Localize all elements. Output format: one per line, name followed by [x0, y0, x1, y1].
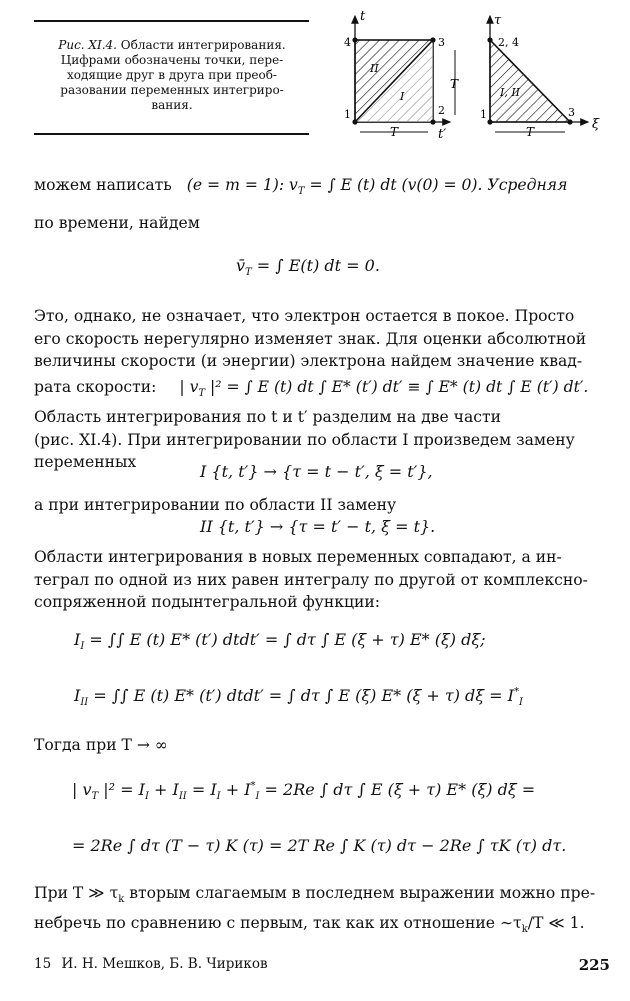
- para-2-last-line: [34, 378, 588, 399]
- text-run: небречь по сравнению с первым, так как их отношение ∼τ: [34, 913, 522, 932]
- region-label: I: [400, 90, 405, 103]
- text-line: [34, 912, 610, 942]
- left-axis-y-label: t: [360, 10, 366, 24]
- caption-line: разовании переменных интегриро-: [60, 83, 284, 97]
- equation-vt-mean: [236, 256, 380, 278]
- figure-caption: [38, 38, 306, 113]
- text-line: Область интегрирования по t и t′ разделим на две части: [34, 408, 502, 426]
- inline-equation: [186, 176, 568, 198]
- eq-sub: T: [91, 791, 99, 803]
- eq-part: = I: [186, 780, 217, 799]
- text-line: сопряженной подынтегральной функции:: [34, 593, 381, 611]
- equation-I-I: [74, 630, 486, 652]
- text-run: При T ≫ τ: [34, 884, 119, 902]
- text-line: Это, однако, не означает, что электрон остается в покое. Просто: [34, 307, 575, 325]
- text-line: теграл по одной из них равен интегралу по другой от комплексно-: [34, 570, 588, 589]
- dimension-label: T: [450, 77, 459, 91]
- inline-equation: [179, 378, 589, 400]
- text-line: [34, 882, 610, 912]
- eq-part: I: [74, 686, 81, 705]
- eq-sub: I: [144, 791, 149, 803]
- substitution-I: I {t, t′} → {τ = t − t′, ξ = t′},: [200, 462, 433, 481]
- eq-part: I: [74, 630, 81, 649]
- eq-part: = 2Re ∫ dτ ∫ E (ξ + τ) E* (ξ) dξ =: [259, 780, 536, 799]
- text-sub: k: [521, 923, 528, 935]
- eq-sub: T: [245, 267, 252, 279]
- eq-sub: I: [80, 641, 85, 653]
- eq-sub: T: [198, 388, 206, 400]
- eq-sub: I: [519, 697, 523, 709]
- text-line: величины скорости (и энергии) электрона найдем значение квад-: [34, 352, 583, 370]
- text-run: вторым слагаемым в последнем выражении можно пре-: [124, 884, 596, 902]
- eq-part: | v: [179, 378, 199, 396]
- eq-sub: I: [216, 791, 221, 803]
- para-7: [34, 882, 610, 941]
- eq-sub: T: [297, 186, 305, 198]
- eq-part: |² = I: [98, 780, 145, 799]
- text-line: Области интегрирования в новых переменных совпадают, а ин-: [34, 548, 562, 566]
- region-label: II: [370, 62, 379, 75]
- eq-part: = ∫ E (t) dt (v(0) = 0). Усредняя: [304, 176, 568, 194]
- eq-sup: *: [250, 780, 256, 792]
- eq-part: | v: [72, 780, 92, 799]
- para-2: [34, 305, 610, 373]
- text-sub: k: [118, 894, 125, 906]
- dimension-label: T: [390, 125, 399, 139]
- point-label: 3: [568, 106, 575, 119]
- caption-line: вания.: [151, 98, 193, 112]
- page-number: 225: [578, 956, 610, 974]
- text-run: /T ≪ 1.: [527, 913, 585, 932]
- text-line: (рис. XI.4). При интегрировании по области I произведем замену: [34, 430, 575, 449]
- eq-sub: I: [255, 791, 260, 803]
- para-1-line-2: по времени, найдем: [34, 214, 200, 232]
- caption-top-rule: [34, 20, 309, 22]
- text-line: его скорость нерегулярно изменяет знак. Для оценки абсолютной: [34, 329, 587, 348]
- text-run: можем написать: [34, 176, 172, 194]
- point-label: 3: [438, 36, 445, 49]
- eq-part: |² = ∫ E (t) dt ∫ E* (t′) dt′ ≡ ∫ E* (t) dt ∫ E (t′) dt′.: [205, 378, 589, 396]
- para-1-line-1: [34, 176, 567, 197]
- caption-label: Рис. XI.4.: [58, 38, 117, 52]
- right-region-diagram: [480, 13, 600, 139]
- text-run: рата скорости:: [34, 378, 157, 396]
- eq-part: v̄: [236, 256, 246, 275]
- right-axis-x-label: ξ: [592, 117, 600, 132]
- caption-bottom-rule: [34, 133, 309, 135]
- eq-sup: *: [514, 686, 519, 698]
- point-label: 1: [344, 108, 351, 121]
- eq-part: + I: [148, 780, 179, 799]
- para-5: [34, 546, 610, 614]
- page-footer: [34, 956, 268, 972]
- para-4: а при интегрировании по области II замену: [34, 496, 397, 514]
- eq-sub: II: [80, 697, 89, 709]
- left-axis-x-label: t′: [438, 127, 447, 140]
- para-6: Тогда при T → ∞: [34, 736, 168, 754]
- point-label: 4: [344, 36, 351, 49]
- eq-part: = ∫ E(t) dt = 0.: [251, 256, 380, 275]
- equation-I-II: [74, 686, 523, 708]
- eq-part: (e = m = 1): v: [186, 176, 298, 194]
- eq-part: + I: [220, 780, 251, 799]
- caption-line: ходящие друг в друга при преоб-: [67, 68, 277, 82]
- signature-mark: 15: [34, 956, 52, 972]
- text-line: переменных: [34, 453, 137, 471]
- point-label: 2: [438, 104, 445, 117]
- point-label: 1: [480, 108, 487, 121]
- equation-K-integral: = 2Re ∫ dτ (T − τ) K (τ) = 2T Re ∫ K (τ) dτ − 2Re ∫ τK (τ) dτ.: [72, 836, 567, 855]
- dimension-label: T: [526, 125, 535, 139]
- region-label: I, II: [500, 86, 521, 99]
- integration-regions-figure: [330, 10, 620, 140]
- left-region-diagram: [344, 10, 459, 140]
- caption-line: Области интегрирования.: [120, 38, 286, 52]
- authors: И. Н. Мешков, Б. В. Чириков: [61, 956, 268, 972]
- substitution-II: II {t, t′} → {τ = t′ − t, ξ = t}.: [200, 517, 436, 536]
- right-axis-y-label: τ: [494, 13, 502, 28]
- point-label: 2, 4: [498, 36, 519, 49]
- equation-vt-squared: [72, 780, 535, 802]
- eq-sub: II: [178, 791, 187, 803]
- caption-line: Цифрами обозначены точки, пере-: [60, 53, 284, 67]
- eq-part: = ∫∫ E (t) E* (t′) dtdt′ = ∫ dτ ∫ E (ξ) E* (ξ + τ) dξ = I: [88, 686, 514, 705]
- eq-part: = ∫∫ E (t) E* (t′) dtdt′ = ∫ dτ ∫ E (ξ + τ) E* (ξ) dξ;: [84, 630, 486, 649]
